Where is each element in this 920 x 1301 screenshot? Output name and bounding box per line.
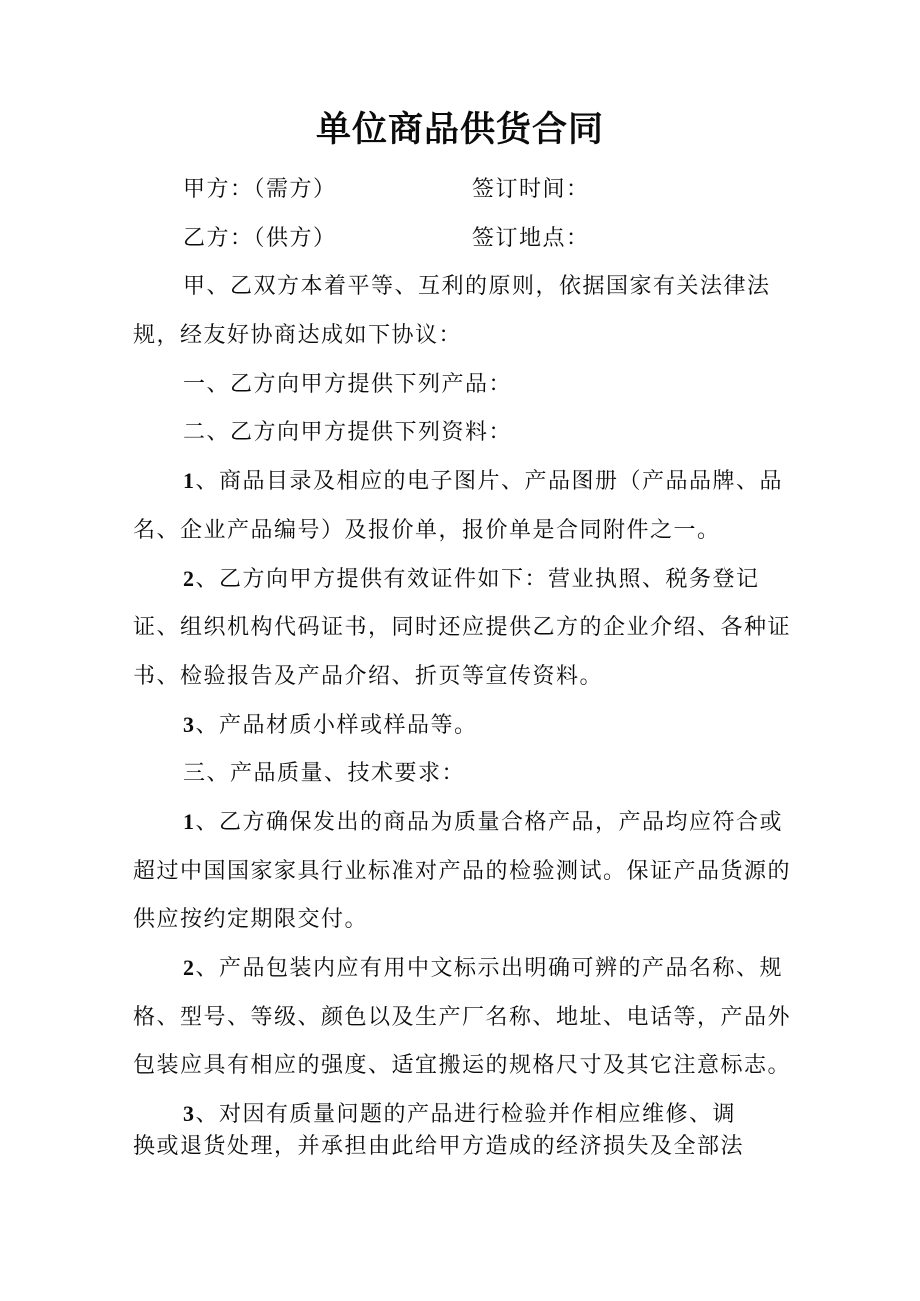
text-line: 2、乙方向甲方提供有效证件如下：营业执照、税务登记	[183, 565, 760, 591]
text-line: 3、对因有质量问题的产品进行检验并作相应维修、调	[183, 1101, 737, 1127]
text-line: 1、乙方确保发出的商品为质量合格产品，产品均应符合或	[183, 808, 784, 834]
text-line: 1、商品目录及相应的电子图片、产品图册（产品品牌、品	[183, 468, 784, 494]
text-line: 供应按约定期限交付。	[133, 906, 369, 932]
document-body	[133, 165, 813, 1162]
item-number: 3	[183, 1101, 196, 1127]
text-line: 证、组织机构代码证书，同时还应提供乙方的企业介绍、各种证	[133, 614, 792, 640]
text-line: 换或退货处理，并承担由此给甲方造成的经济损失及全部法	[133, 1133, 745, 1159]
meta-left-label: 乙方：（供方）	[183, 224, 337, 250]
text-line: 包装应具有相应的强度、适宜搬运的规格尺寸及其它注意标志。	[133, 1052, 792, 1078]
item-number: 1	[183, 808, 196, 834]
text-line: 格、型号、等级、颜色以及生产厂名称、地址、电话等，产品外	[133, 1003, 792, 1029]
document-title: 单位商品供货合同	[315, 110, 604, 149]
text-line: 3、产品材质小样或样品等。	[183, 711, 478, 737]
meta-line	[133, 165, 813, 214]
text-line: 甲、乙双方本着平等、互利的原则，依据国家有关法律法	[183, 273, 771, 299]
item-number: 1	[183, 468, 196, 494]
text-line: 二、乙方向甲方提供下列资料：	[183, 419, 513, 445]
text-line: 三、产品质量、技术要求：	[183, 760, 466, 786]
meta-right-label: 签订时间：	[472, 176, 590, 201]
meta-left-label: 甲方：（需方）	[183, 176, 337, 201]
item-number: 2	[183, 565, 196, 591]
text-line: 规，经友好协商达成如下协议：	[133, 322, 463, 348]
meta-line	[133, 214, 813, 263]
item-number: 2	[183, 955, 196, 980]
text-line: 书、检验报告及产品介绍、折页等宣传资料。	[133, 662, 604, 688]
meta-right-label: 签订地点：	[472, 224, 590, 250]
text-line: 一、乙方向甲方提供下列产品：	[183, 370, 513, 396]
item-number: 3	[183, 711, 196, 737]
text-line: 2、产品包装内应有用中文标示出明确可辨的产品名称、规	[183, 955, 784, 980]
text-line: 名、企业产品编号）及报价单，报价单是合同附件之一。	[133, 516, 721, 542]
text-line: 超过中国国家家具行业标准对产品的检验测试。保证产品货源的	[133, 857, 792, 883]
